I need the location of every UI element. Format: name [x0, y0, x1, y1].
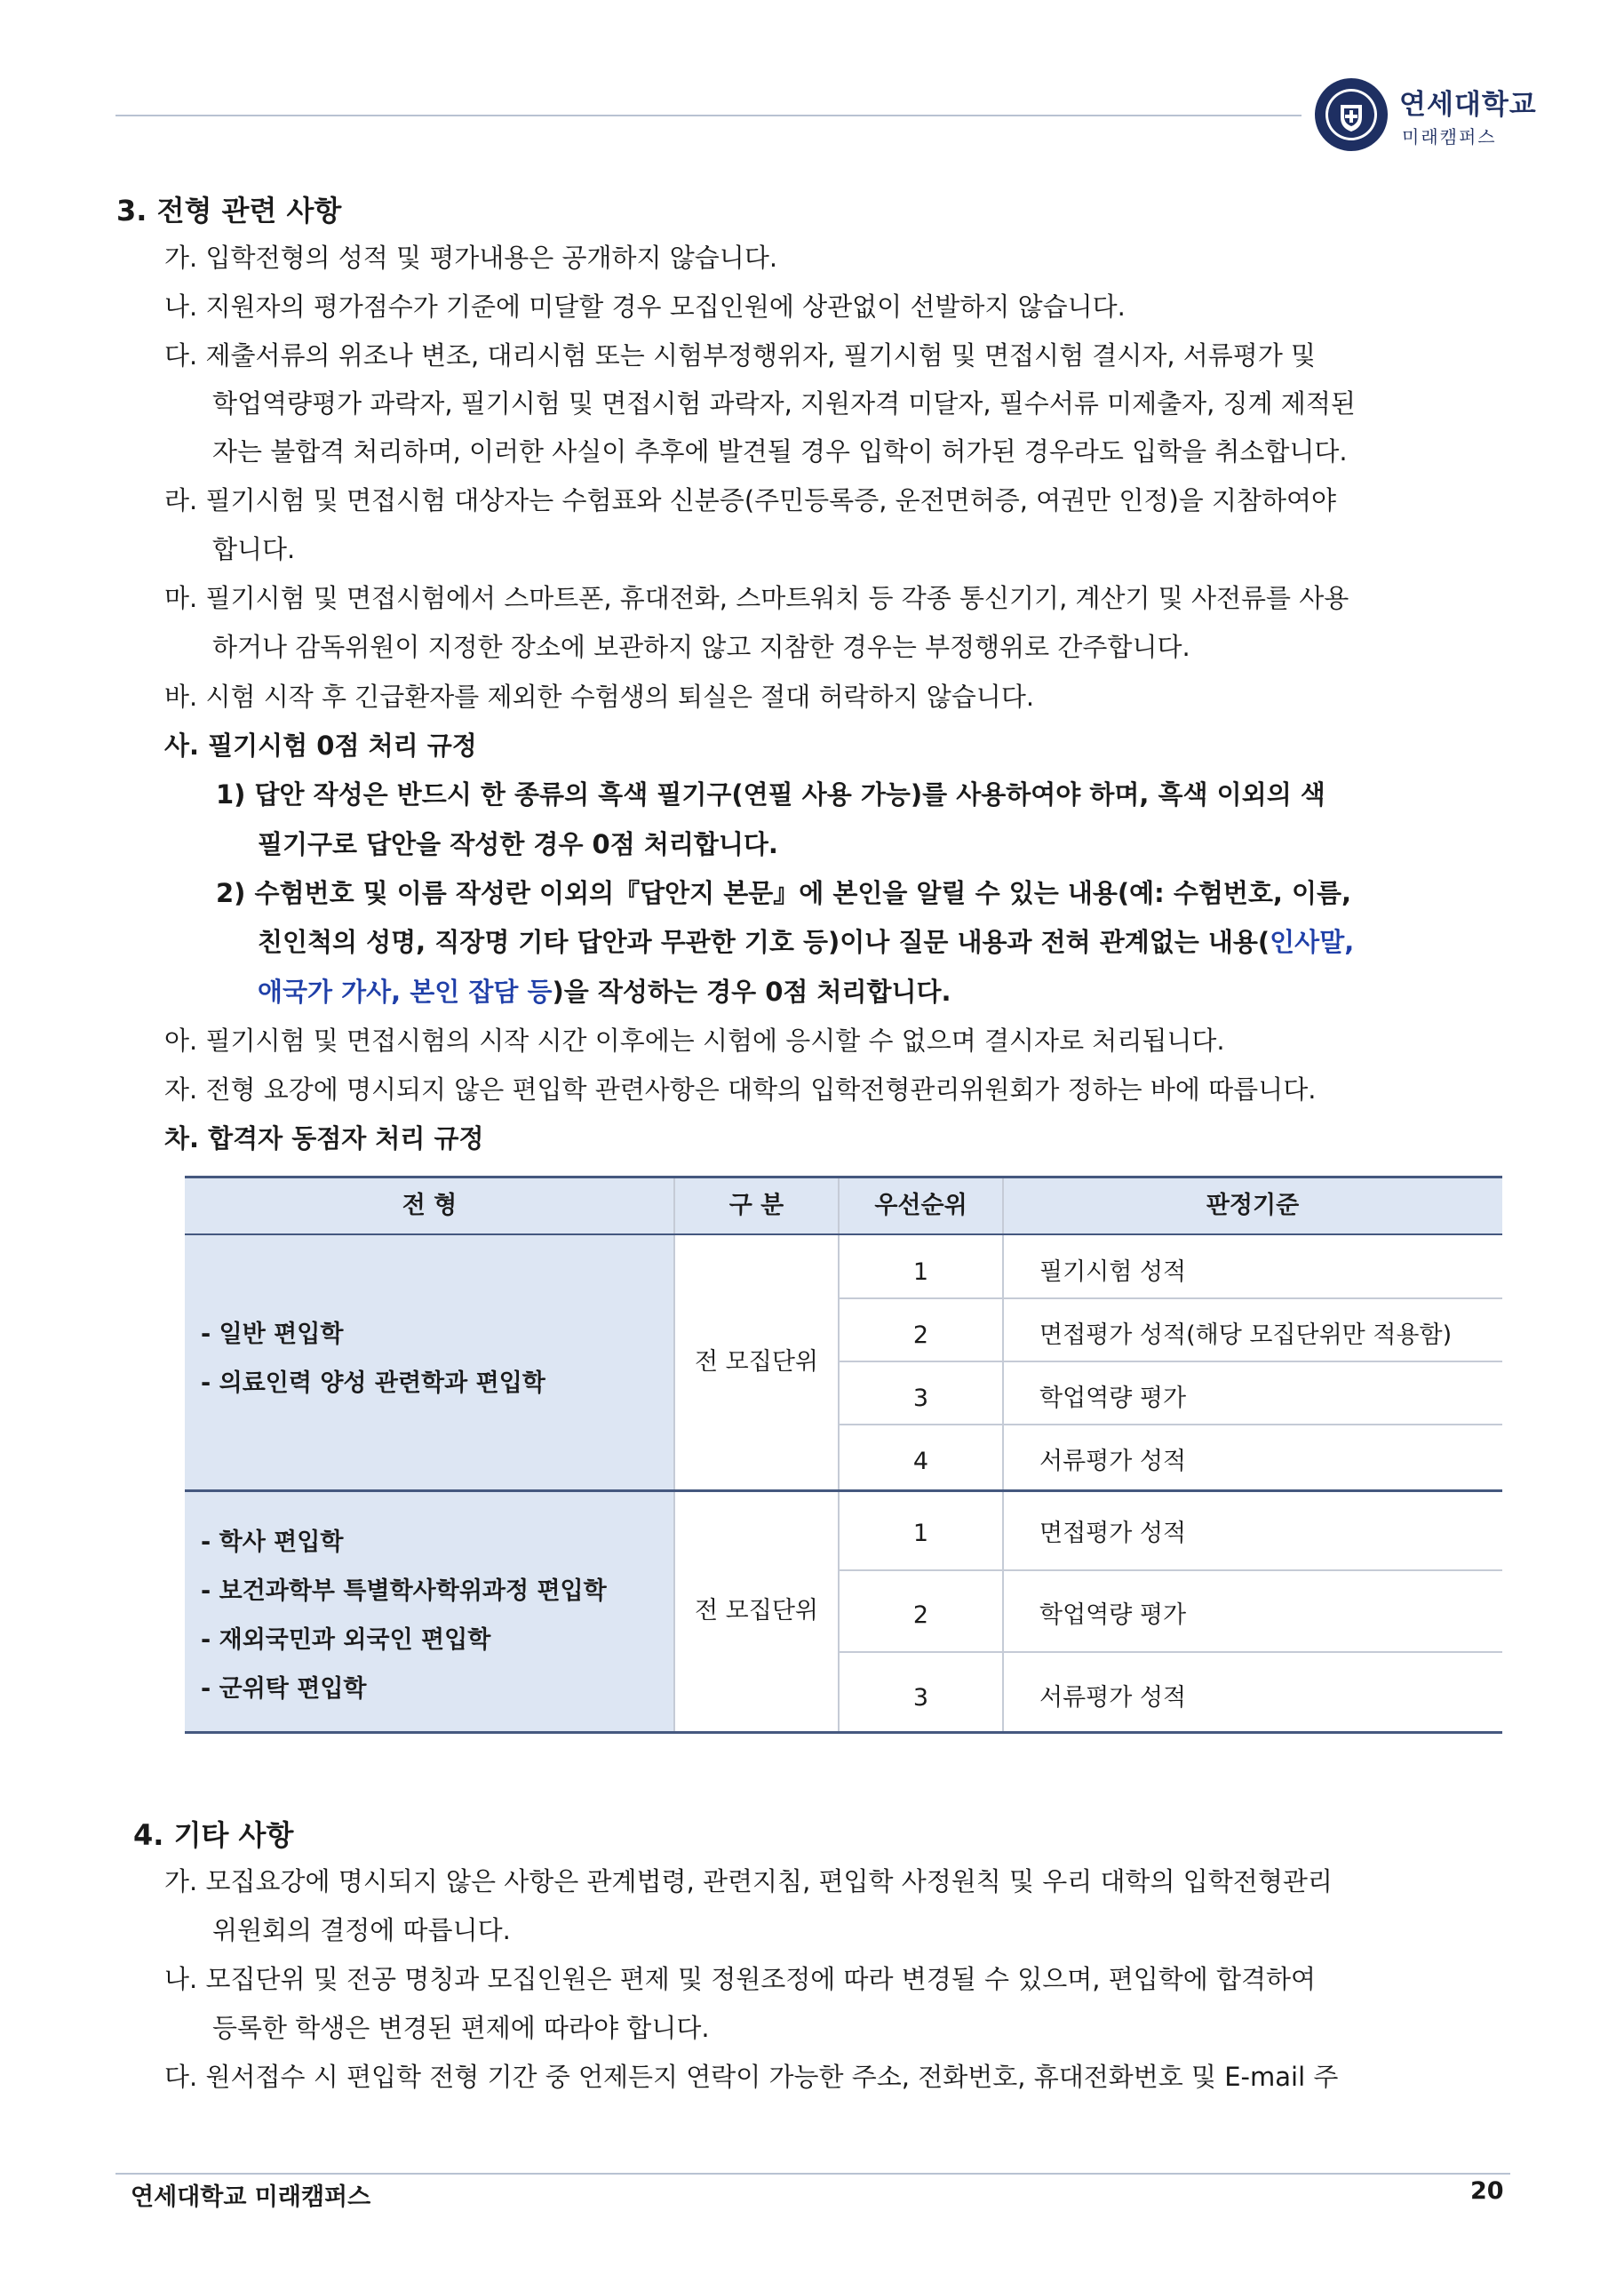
sa-item-2-highlight: 애국가 가사, 본인 잡담 등: [258, 977, 553, 1007]
footer-rule: [115, 2173, 1510, 2175]
col-divider: [838, 1178, 840, 1233]
header-priority: 우선순위: [874, 1192, 967, 1219]
sa-item-2-text: 친인척의 성명, 직장명 기타 답안과 무관한 기호 등)이나 질문 내용과 전혀 관계없는 내용(: [258, 927, 1270, 957]
group-1-type: - 의료인력 양성 관련학과 편입학: [201, 1369, 545, 1397]
row-divider: [839, 1569, 1502, 1571]
sa-item-2-highlight: 인사말,: [1270, 927, 1355, 957]
sa-item-2: 2) 수험번호 및 이름 작성란 이외의『답안지 본문』에 본인을 알릴 수 있는 내용(예: 수험번호, 이름,: [216, 878, 1352, 908]
row-divider: [839, 1297, 1502, 1299]
col-divider: [838, 1492, 840, 1732]
paragraph-da-cont: 학업역량평가 과락자, 필기시험 및 면접시험 과락자, 지원자격 미달자, 필수서류 미제출자, 징계 제적된: [212, 388, 1356, 419]
sa-item-2-text: )을 작성하는 경우 0점 처리합니다.: [552, 977, 951, 1007]
table-row-criterion: 면접평가 성적(해당 모집단위만 적용함): [1039, 1321, 1453, 1349]
group-2-type: - 군위탁 편입학: [201, 1675, 367, 1703]
university-seal-icon: [1313, 76, 1389, 153]
table-row-criterion: 서류평가 성적: [1039, 1448, 1187, 1475]
table-row-criterion: 면접평가 성적: [1039, 1520, 1187, 1547]
table-row-rank: 1: [912, 1258, 929, 1286]
table-row-rank: 3: [912, 1684, 929, 1712]
university-logo: [1313, 73, 1535, 157]
paragraph-4-ga: 가. 모집요강에 명시되지 않은 사항은 관계법령, 관련지침, 편입학 사정원칙 및 우리 대학의 입학전형관리: [164, 1866, 1333, 1896]
sa-item-1-cont: 필기구로 답안을 작성한 경우 0점 처리합니다.: [258, 829, 778, 859]
col-divider: [1002, 1492, 1004, 1732]
footer-university: 연세대학교 미래캠퍼스: [131, 2183, 371, 2211]
header-division: 구 분: [728, 1192, 784, 1219]
group-2-division: 전 모집단위: [695, 1597, 818, 1624]
row-divider: [839, 1651, 1502, 1653]
table-row-criterion: 학업역량 평가: [1039, 1601, 1187, 1629]
paragraph-4-ga-cont: 위원회의 결정에 따릅니다.: [212, 1915, 511, 1945]
table-row-rank: 2: [912, 1321, 929, 1349]
col-divider: [1002, 1235, 1004, 1489]
logo-university-name: 연세대학교: [1399, 89, 1537, 121]
row-divider: [839, 1424, 1502, 1425]
tie-break-table: [185, 1176, 1502, 1734]
col-divider: [1002, 1178, 1004, 1233]
paragraph-4-na-cont: 등록한 학생은 변경된 편제에 따라야 합니다.: [212, 2013, 710, 2043]
group-1-division: 전 모집단위: [695, 1348, 818, 1376]
table-bottom-border: [185, 1731, 1502, 1734]
group-1-type-cell: [185, 1235, 674, 1489]
table-row-criterion: 학업역량 평가: [1039, 1385, 1187, 1412]
header-rule: [115, 115, 1302, 116]
sa-item-2-cont2: [258, 974, 951, 1010]
header-type: 전 형: [402, 1192, 458, 1219]
col-divider: [673, 1178, 675, 1233]
logo-campus-name: 미래캠퍼스: [1402, 126, 1497, 148]
paragraph-ga: 가. 입학전형의 성적 및 평가내용은 공개하지 않습니다.: [164, 243, 778, 273]
table-row-rank: 1: [912, 1520, 929, 1547]
paragraph-ma: 마. 필기시험 및 면접시험에서 스마트폰, 휴대전화, 스마트워치 등 각종 통신기기, 계산기 및 사전류를 사용: [164, 583, 1349, 613]
row-divider: [839, 1361, 1502, 1362]
paragraph-ra: 라. 필기시험 및 면접시험 대상자는 수험표와 신분증(주민등록증, 운전면허증, 여권만 인정)을 지참하여야: [164, 485, 1337, 515]
table-row-rank: 4: [912, 1448, 929, 1475]
paragraph-ba: 바. 시험 시작 후 긴급환자를 제외한 수험생의 퇴실은 절대 허락하지 않습니다.: [164, 682, 1035, 712]
paragraph-ma-cont: 하거나 감독위원이 지정한 장소에 보관하지 않고 지참한 경우는 부정행위로 간주합니다.: [212, 632, 1190, 662]
section-3-title: 3. 전형 관련 사항: [116, 194, 342, 228]
table-header-row: [185, 1176, 1502, 1235]
table-row-criterion: 서류평가 성적: [1039, 1684, 1187, 1712]
group-1-type: - 일반 편입학: [201, 1321, 344, 1348]
paragraph-4-da: 다. 원서접수 시 편입학 전형 기간 중 언제든지 연락이 가능한 주소, 전화번호, 휴대전화번호 및 E-mail 주: [164, 2062, 1339, 2092]
paragraph-ra-cont: 합니다.: [212, 534, 296, 564]
paragraph-da-cont: 자는 불합격 처리하며, 이러한 사실이 추후에 발견될 경우 입학이 허가된 경우라도 입학을 취소합니다.: [212, 436, 1348, 467]
paragraph-na: 나. 지원자의 평가점수가 기준에 미달할 경우 모집인원에 상관없이 선발하지 않습니다.: [164, 291, 1126, 322]
paragraph-ja: 자. 전형 요강에 명시되지 않은 편입학 관련사항은 대학의 입학전형관리위원회가 정하는 바에 따릅니다.: [164, 1074, 1317, 1105]
paragraph-4-na: 나. 모집단위 및 전공 명칭과 모집인원은 편제 및 정원조정에 따라 변경될 수 있으며, 편입학에 합격하여: [164, 1964, 1317, 1994]
group-2-type: - 학사 편입학: [201, 1529, 344, 1556]
paragraph-cha-title: 차. 합격자 동점자 처리 규정: [164, 1123, 484, 1153]
sa-item-2-cont: [258, 924, 1354, 960]
table-row-rank: 3: [912, 1385, 929, 1412]
col-divider: [673, 1235, 675, 1489]
paragraph-da: 다. 제출서류의 위조나 변조, 대리시험 또는 시험부정행위자, 필기시험 및 면접시험 결시자, 서류평가 및: [164, 340, 1317, 371]
page-number: 20: [1470, 2177, 1504, 2205]
table-row-rank: 2: [912, 1601, 929, 1629]
group-2-type: - 보건과학부 특별학사학위과정 편입학: [201, 1577, 607, 1605]
group-2-type: - 재외국민과 외국인 편입학: [201, 1626, 491, 1654]
sa-item-1: 1) 답안 작성은 반드시 한 종류의 흑색 필기구(연필 사용 가능)를 사용하여야 하며, 흑색 이외의 색: [216, 779, 1325, 810]
col-divider: [673, 1492, 675, 1732]
col-divider: [838, 1235, 840, 1489]
table-row-criterion: 필기시험 성적: [1039, 1258, 1187, 1286]
header-criterion: 판정기준: [1206, 1192, 1300, 1219]
paragraph-sa-title: 사. 필기시험 0점 처리 규정: [164, 730, 477, 761]
section-4-title: 4. 기타 사항: [133, 1818, 294, 1852]
paragraph-a: 아. 필기시험 및 면접시험의 시작 시간 이후에는 시험에 응시할 수 없으며 결시자로 처리됩니다.: [164, 1026, 1225, 1056]
